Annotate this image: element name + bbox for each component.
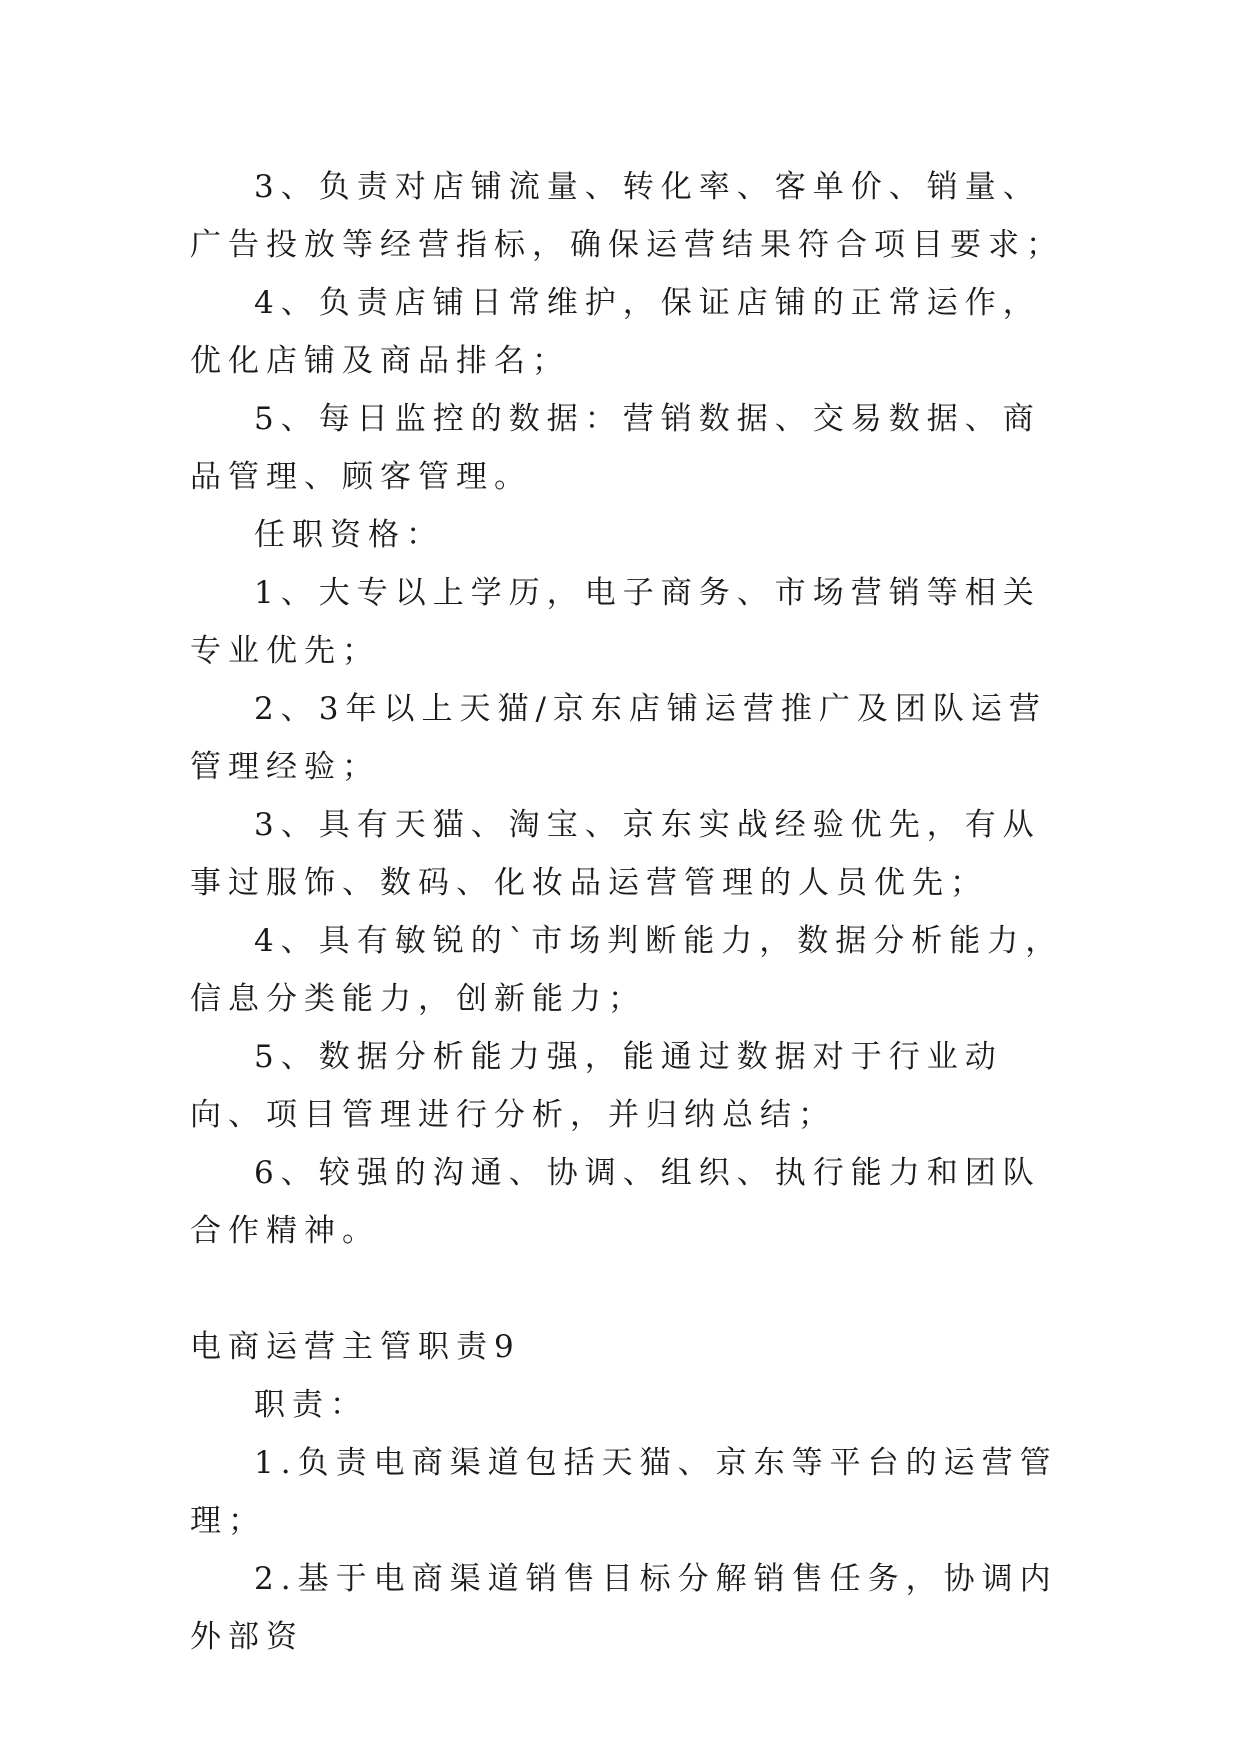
- paragraph-qualification-4: 4、具有敏锐的`市场判断能力，数据分析能力，信息分类能力，创新能力；: [190, 923, 1064, 1017]
- paragraph-duty-2: 2.基于电商渠道销售目标分解销售任务，协调内外部资: [190, 1561, 1058, 1655]
- paragraph-qualification-3: 3、具有天猫、淘宝、京东实战经验优先，有从事过服饰、数码、化妆品运营管理的人员优先；: [190, 807, 1041, 901]
- section-heading: 电商运营主管职责9: [190, 1329, 521, 1365]
- qualifications-label: 任职资格：: [254, 517, 444, 553]
- paragraph-duty-4: 4、负责店铺日常维护，保证店铺的正常运作，优化店铺及商品排名；: [190, 285, 1041, 379]
- paragraph-qualification-5: 5、数据分析能力强，能通过数据对于行业动向、项目管理进行分析，并归纳总结；: [190, 1039, 1003, 1133]
- document-body: [190, 158, 1070, 1666]
- paragraph-qualification-2: 2、3年以上天猫/京东店铺运营推广及团队运营管理经验；: [190, 691, 1047, 785]
- paragraph-duty-3: 3、负责对店铺流量、转化率、客单价、销量、广告投放等经营指标，确保运营结果符合项目要求；: [190, 169, 1064, 263]
- duties-label: 职责：: [254, 1387, 368, 1423]
- paragraph-qualification-1: 1、大专以上学历，电子商务、市场营销等相关专业优先；: [190, 575, 1041, 669]
- paragraph-qualification-6: 6、较强的沟通、协调、组织、执行能力和团队合作精神。: [190, 1155, 1041, 1249]
- paragraph-duty-5: 5、每日监控的数据：营销数据、交易数据、商品管理、顾客管理。: [190, 401, 1041, 495]
- paragraph-duty-1: 1.负责电商渠道包括天猫、京东等平台的运营管理；: [190, 1445, 1058, 1539]
